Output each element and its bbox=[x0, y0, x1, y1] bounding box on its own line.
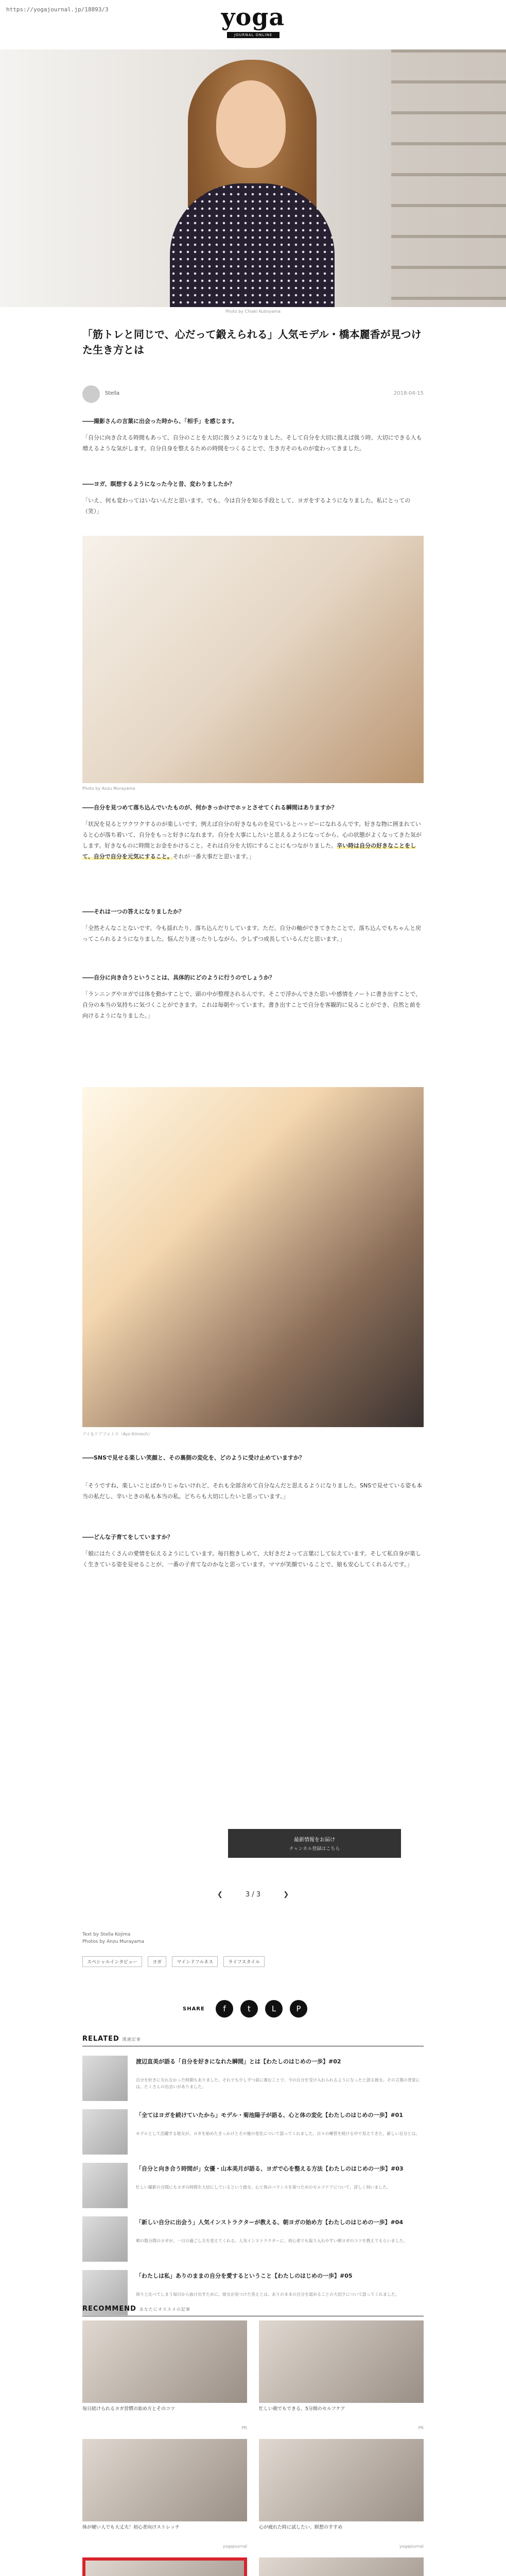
interview-answer: 「そうですね、楽しいことばかりじゃないけれど、それも全部含めて自分なんだと思えるようになりました。SNSで見せている姿も本当の私だし、辛いときの私も本当の私。どちらも大切にしたいと思っています。」 bbox=[82, 1482, 423, 1500]
related-title[interactable]: 「新しい自分に出会う」人気インストラクターが教える、朝ヨガの始め方【わたしのはじめの一歩】#04 bbox=[136, 2219, 403, 2226]
site-header bbox=[0, 0, 506, 49]
related-excerpt: 周りと比べてしまう毎日から抜け出すために、彼女が見つけた答えとは。ありのままの自分を認めることの大切さについて語ってくれました。 bbox=[136, 2292, 399, 2297]
recommend-image bbox=[259, 2320, 424, 2403]
article-credits bbox=[82, 1931, 144, 1946]
next-page-button[interactable]: ❯ bbox=[283, 1891, 289, 1899]
recommend-source: yogajournal bbox=[222, 2544, 247, 2549]
pagination bbox=[82, 1891, 424, 1903]
tag-list bbox=[82, 1956, 424, 1967]
related-thumbnail bbox=[82, 2216, 128, 2262]
recommend-title[interactable]: 忙しい朝でもできる、5分間のセルフケア bbox=[259, 2406, 345, 2412]
recommend-card[interactable] bbox=[259, 2439, 424, 2552]
share-label: SHARE bbox=[183, 2006, 205, 2012]
recommend-card[interactable] bbox=[259, 2557, 424, 2576]
related-thumbnail bbox=[82, 2056, 128, 2101]
related-excerpt: 忙しい撮影の合間にもヨガの時間を大切にしているという彼女。心と体のバランスを保つためのセルフケアについて、詳しく伺いました。 bbox=[136, 2185, 391, 2190]
recommend-image bbox=[82, 2439, 247, 2521]
related-item[interactable] bbox=[82, 2056, 424, 2107]
ad-line2: チャンネル登録はこちら bbox=[289, 1846, 340, 1852]
related-title[interactable]: 「自分と向き合う時間が」女優・山本美月が語る、ヨガで心を整える方法【わたしのはじめの一歩】#03 bbox=[136, 2165, 404, 2172]
author-name[interactable]: Stella bbox=[105, 391, 120, 396]
hero-image bbox=[0, 49, 506, 307]
photo-credit: Photo by Anzu Murayama bbox=[82, 786, 135, 791]
page-indicator: 3 / 3 bbox=[245, 1891, 261, 1899]
related-excerpt: 朝の数分間のヨガが、一日の過ごし方を変えてくれる。人気インストラクターに、初心者でも取り入れやすい朝ヨガのコツを教えてもらいました。 bbox=[136, 2239, 408, 2243]
interview-question: ――SNSで見せる楽しい笑顔と、その裏側の変化を、どのように受け止めていますか？ bbox=[82, 1454, 305, 1461]
interview-question: ――撮影さんの言葉に出会った時から、「相手」を感じます。 bbox=[82, 418, 238, 425]
article-photo bbox=[82, 536, 424, 783]
related-title[interactable]: 「わたしは私」ありのままの自分を愛するということ【わたしのはじめの一歩】#05 bbox=[136, 2273, 353, 2279]
interview-answer: 「全然そんなことないです。今も揺れたり、落ち込んだりしています。ただ、自分の軸ができてきたことで、落ち込んでもちゃんと戻ってこられるようになりました。悩んだり迷ったりしながら、少しずつ成長しているんだと思います。」 bbox=[82, 925, 422, 942]
text-credit: Text by Stella Kojima bbox=[82, 1932, 131, 1937]
recommend-image bbox=[82, 2557, 247, 2576]
interview-question: ――それは一つの答えになりましたか？ bbox=[82, 908, 184, 915]
highlight-text: 辛い時は自分の好きなことをして、自分で自分を元気にすること。 bbox=[82, 842, 416, 860]
author-avatar bbox=[82, 385, 100, 403]
related-thumbnail bbox=[82, 2163, 128, 2208]
recommend-source: PR bbox=[241, 2426, 247, 2430]
prev-page-button[interactable]: ❮ bbox=[217, 1891, 223, 1899]
hero-credit: Photo by Chiaki Kuboyama bbox=[225, 309, 281, 314]
recommend-title[interactable]: 毎日続けられるヨガ習慣の始め方とそのコツ bbox=[82, 2406, 176, 2412]
recommend-card[interactable] bbox=[82, 2320, 247, 2434]
interview-answer: 「いえ、何も変わってはいないんだと思います。でも、今は自分を知る手段として、ヨガをするようになりました。私にとっての（笑）」 bbox=[82, 497, 411, 515]
tag[interactable]: ライフスタイル bbox=[223, 1956, 265, 1967]
site-logo-sub: JOURNAL ONLINE bbox=[227, 32, 280, 38]
tag[interactable]: マインドフルネス bbox=[172, 1956, 218, 1967]
related-item[interactable] bbox=[82, 2163, 424, 2214]
related-item[interactable] bbox=[82, 2109, 424, 2161]
interview-answer: 「ランニングやヨガでは体を動かすことで、頭の中が整理されるんです。そこで浮かんできた思いや感情をノートに書き出すことで、自分の本当の気持ちに気づくことができます。これは毎朝やっています。書き出すことで自分を客観的に見ることができ、自然と前を向けるようになりました。」 bbox=[82, 991, 422, 1019]
recommend-card[interactable] bbox=[82, 2439, 247, 2552]
browser-url[interactable]: https://yogajournal.jp/18893/3 bbox=[6, 6, 109, 13]
related-excerpt: モデルとして活躍する彼女が、ヨガを始めたきっかけとその後の変化について語ってくれました。日々の練習を続ける中で見えてきた、新しい自分とは。 bbox=[136, 2131, 420, 2136]
photo-credit: アイ＆ケアフォトス（Ayo Kimioch） bbox=[82, 1432, 152, 1436]
interview-question: ――自分を見つめて落ち込んでいたものが、何かきっかけでホッとさせてくれる瞬間はありますか？ bbox=[82, 804, 337, 811]
article-title: 「筋トレと同じで、心だって鍛えられる」人気モデル・橋本麗香が見つけた生き方とは bbox=[82, 328, 422, 356]
interview-question: ――自分に向き合うということは、具体的にどのように行うのでしょうか？ bbox=[82, 974, 275, 981]
related-excerpt: 自分を好きになれなかった時期もありました。それでも少しずつ前に進むことで、今の自分を受け入れられるようになったと語る彼女。その言葉の背景には、たくさんの出会いがありました。 bbox=[136, 2078, 420, 2089]
recommend-grid bbox=[82, 2320, 424, 2576]
publish-date: 2018-04-15 bbox=[393, 391, 424, 396]
interview-question: ――どんな子育てをしていますか？ bbox=[82, 1534, 173, 1540]
tag[interactable]: ヨガ bbox=[148, 1956, 166, 1967]
related-title[interactable]: 渡辺直美が語る「自分を好きになれた瞬間」とは【わたしのはじめの一歩】#02 bbox=[136, 2058, 341, 2065]
recommend-source: yogajournal bbox=[399, 2544, 424, 2549]
article-meta bbox=[82, 385, 424, 404]
recommend-title[interactable]: 体が硬い人でも大丈夫！初心者向けストレッチ bbox=[82, 2525, 180, 2530]
line-icon[interactable]: L bbox=[265, 2000, 283, 2018]
recommend-card[interactable] bbox=[259, 2320, 424, 2434]
interview-answer: 「状況を見るとワクワクするのが楽しいです。例えば自分の好きなものを見ているとハッピーになれるんです。好きな物に囲まれていると心が落ち着いて、自分をもっと好きになれます。自分を大事にしたいと思えるようになってから、心の状態がよくなってきた気がします。好きなものに時間とお金をかけること。それは自分を大切にすることにもつながりました。辛い時は自分の好きなことをして、自分で自分を元気にすること。それが一番大事だと思います。」 bbox=[82, 821, 422, 860]
share-bar bbox=[183, 2000, 337, 2019]
ad-line1: 最新情報をお届け bbox=[294, 1837, 335, 1843]
recommend-heading: RECOMMEND あなたにオススメの記事 bbox=[82, 2305, 424, 2316]
video-ad-banner[interactable] bbox=[228, 1829, 401, 1858]
site-logo[interactable]: yoga bbox=[221, 3, 285, 31]
article-photo bbox=[82, 1087, 424, 1427]
recommend-title[interactable]: 心が疲れた時に試したい、瞑想のすすめ bbox=[259, 2525, 343, 2530]
recommend-image bbox=[259, 2557, 424, 2576]
pinterest-icon[interactable]: P bbox=[290, 2000, 307, 2018]
recommend-image bbox=[82, 2320, 247, 2403]
twitter-icon[interactable]: t bbox=[240, 2000, 258, 2018]
related-thumbnail bbox=[82, 2109, 128, 2155]
photo-credit: Photos by Anzu Murayama bbox=[82, 1939, 145, 1945]
related-title[interactable]: 「全てはヨガを続けていたから」モデル・菊池陽子が語る、心と体の変化【わたしのはじめの一歩】#01 bbox=[136, 2112, 403, 2119]
recommend-source: PR bbox=[418, 2426, 424, 2430]
facebook-icon[interactable]: f bbox=[216, 2000, 233, 2018]
tag[interactable]: スペシャルインタビュー bbox=[82, 1956, 142, 1967]
related-heading: RELATED 関連記事 bbox=[82, 2035, 424, 2046]
interview-answer: 「娘にはたくさんの愛情を伝えるようにしています。毎日抱きしめて、大好きだよって言葉にして伝えています。そして私自身が楽しく生きている姿を見せることが、一番の子育てなのかなと思っています。ママが笑顔でいることで、娘も安心してくれるんです。」 bbox=[82, 1550, 422, 1568]
interview-question: ――ヨガ、瞑想するようになった今と昔、変わりましたか？ bbox=[82, 481, 235, 487]
related-item[interactable] bbox=[82, 2216, 424, 2268]
recommend-card[interactable] bbox=[82, 2557, 247, 2576]
interview-answer: 「自分に向き合える時間もあって、自分のことを大切に扱うようになりました。そして自分を大切に扱えば扱う時、大切にできる人も増えるような気がします。自分自身を整えるための時間をつくることで、生き方そのものが変わってきました。 bbox=[82, 434, 422, 452]
recommend-image bbox=[259, 2439, 424, 2521]
